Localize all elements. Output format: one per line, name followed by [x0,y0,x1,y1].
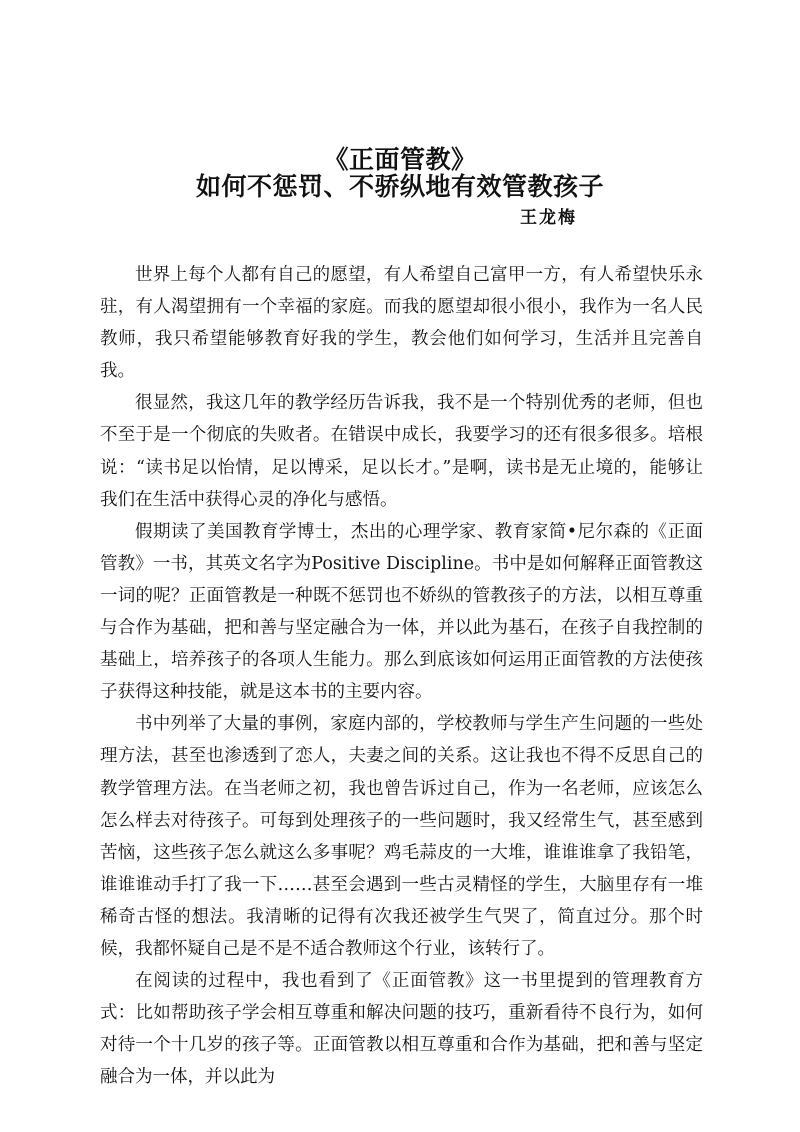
article-body [100,259,703,1093]
document-title: 《正面管教》 [323,145,477,174]
paragraph-3: 假期读了美国教育学博士，杰出的心理学家、教育家简•尼尔森的《正面管教》一书，其英文名字为Positive Discipline。书中是如何解释正面管教这一词的呢？正面管教是一种既不惩罚也不娇纵的管教孩子的方法，以相互尊重与合作为基础，把和善与坚定融合为一体，并以此为基石，在孩子自我控制的基础上，培养孩子的各项人生能力。那么到底该如何运用正面管教的方法使孩子获得这种技能，就是这本书的主要内容。 [100,521,703,703]
paragraph-2: 很显然，我这几年的教学经历告诉我，我不是一个特别优秀的老师，但也不至于是一个彻底的失败者。在错误中成长，我要学习的还有很多很多。培根说：“读书足以怡情，足以博采，足以长才。”是啊，读书是无止境的，能够让我们在生活中获得心灵的净化与感悟。 [100,393,703,510]
author-name: 王龙梅 [520,208,577,228]
paragraph-5: 在阅读的过程中，我也看到了《正面管教》这一书里提到的管理教育方式：比如帮助孩子学会相互尊重和解决问题的技巧，重新看待不良行为，如何对待一个十几岁的孩子等。正面管教以相互尊重和合作为基础，把和善与坚定融合为一体，并以此为 [100,971,703,1088]
document-subtitle: 如何不惩罚、不骄纵地有效管教孩子 [195,172,604,201]
paragraph-4: 书中列举了大量的事例，家庭内部的，学校教师与学生产生问题的一些处理方法，甚至也渗透到了恋人，夫妻之间的关系。这让我也不得不反思自己的教学管理方法。在当老师之初，我也曾告诉过自己，作为一名老师，应该怎么怎么样去对待孩子。可每到处理孩子的一些问题时，我又经常生气，甚至感到苦恼，这些孩子怎么就这么多事呢？鸡毛蒜皮的一大堆，谁谁谁拿了我铅笔，谁谁谁动手打了我一下……甚至会遇到一些古灵精怪的学生，大脑里存有一堆稀奇古怪的想法。我清晰的记得有次我还被学生气哭了，简直过分。那个时候，我都怀疑自己是不是不适合教师这个行业，该转行了。 [100,714,703,959]
paragraph-1: 世界上每个人都有自己的愿望，有人希望自己富甲一方，有人希望快乐永驻，有人渴望拥有一个幸福的家庭。而我的愿望却很小很小，我作为一名人民教师，我只希望能够教育好我的学生，教会他们如何学习，生活并且完善自我。 [100,265,703,382]
